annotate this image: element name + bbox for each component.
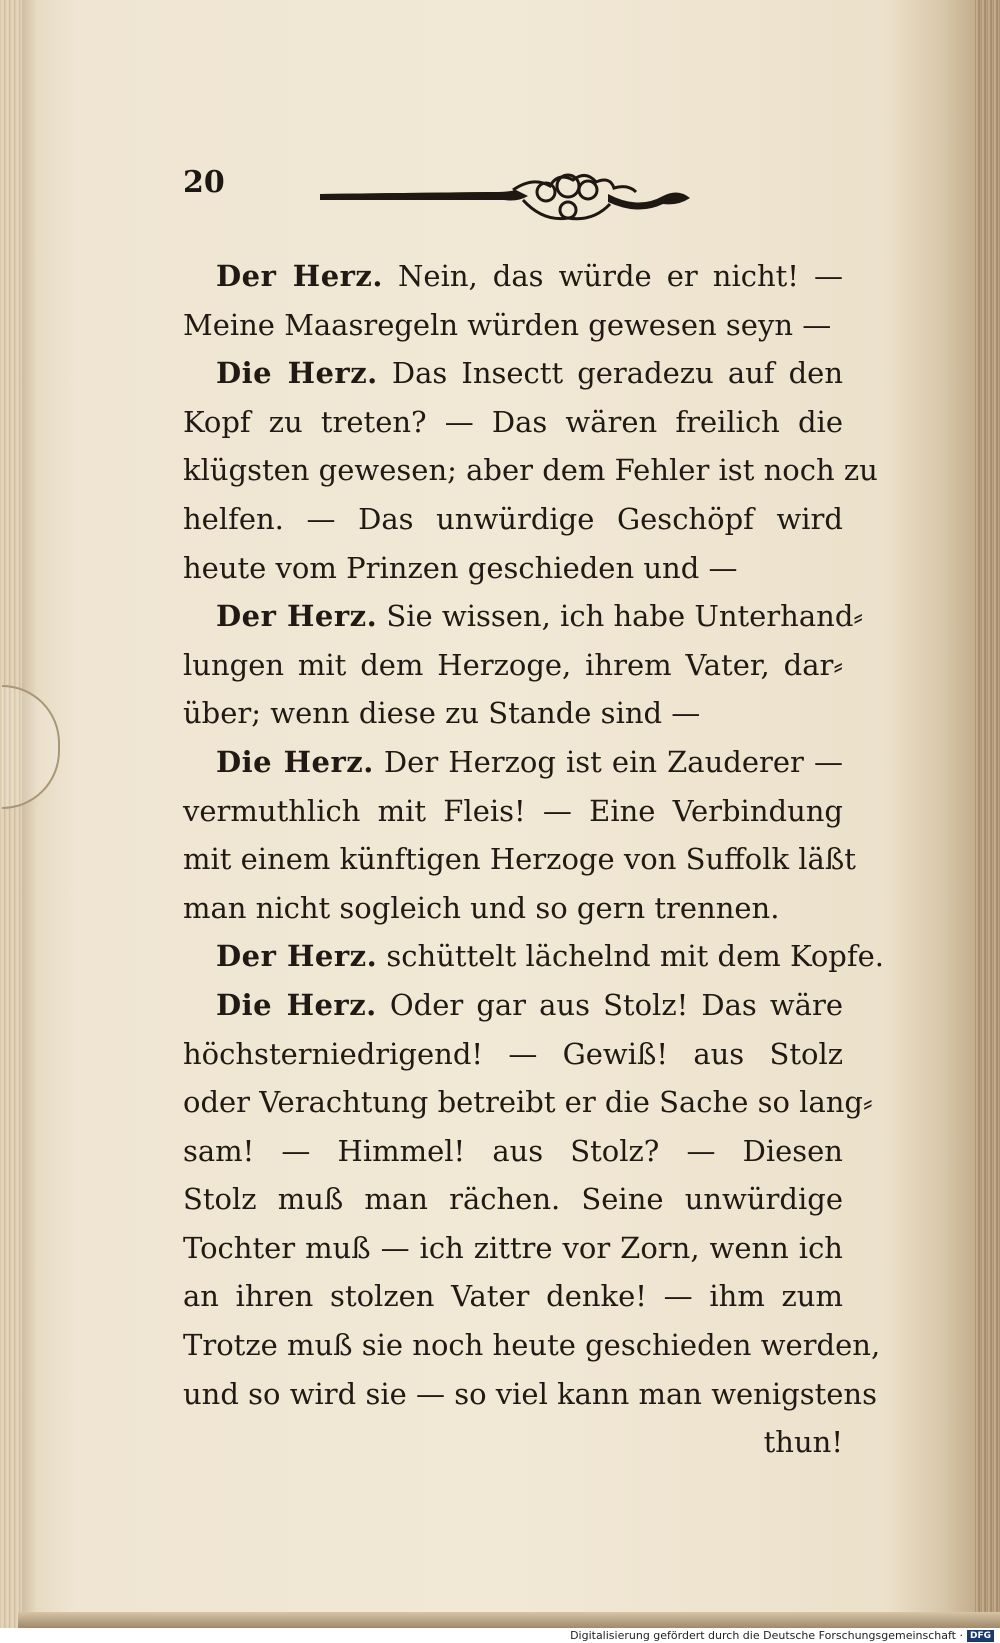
line-text: Nein, das würde er nicht! — [398,259,844,293]
page-number: 20 [183,165,225,200]
text-line [183,1224,843,1273]
speaker-label: Die Herz. [216,987,377,1022]
digitization-credit [0,1628,1000,1643]
catchword: thun! [763,1425,843,1460]
line-text: mit einem künftigen Herzoge von Suffolk läßt [183,842,856,877]
line-text: Trotze muß sie noch heute geschieden werden, [183,1328,881,1363]
text-line [183,398,843,447]
line-text: sam! — Himmel! aus Stolz? — Diesen [183,1133,843,1168]
text-line [183,738,843,787]
speaker-label: Der Herz. [216,939,378,974]
text-line [183,495,843,544]
text-line [183,932,884,981]
line-text: höchsterniedrigend! — Gewiß! aus Stolz [183,1036,843,1071]
speaker-label: Der Herz. [216,599,378,634]
line-text: und so wird sie — so viel kann man wenigstens [183,1376,877,1411]
credit-text: Digitalisierung gefördert durch die Deutsche Forschungsgemeinschaft · [570,1629,963,1642]
text-line [183,544,843,593]
line-text: lungen mit dem Herzoge, ihrem Vater, dar⸗ [183,647,843,682]
speaker-label: Die Herz. [216,356,378,391]
body-text [183,252,884,1467]
line-text: vermuthlich mit Fleis! — Eine Verbindung [183,793,843,828]
text-line [183,252,843,301]
line-text: klügsten gewesen; aber dem Fehler ist noch zu [183,453,878,488]
text-line [183,1127,843,1176]
left-page-edge [0,0,22,1628]
text-line [183,641,843,690]
text-line [183,884,843,933]
text-line [183,835,856,884]
text-line [183,787,843,836]
line-text: Das Insectt geradezu auf den [391,356,844,391]
line-text: Sie wissen, ich habe Unterhand⸗ [386,599,864,634]
speaker-label: Der Herz. [216,259,383,293]
right-page-edge [975,0,1000,1628]
line-text: Der Herzog ist ein Zauderer — [383,744,843,779]
line-text: Kopf zu treten? — Das wären freilich die [183,404,843,439]
text-line [183,689,843,738]
line-text: an ihren stolzen Vater denke! — ihm zum [183,1279,843,1314]
line-text: Stolz muß man rächen. Seine unwürdige [183,1182,843,1217]
ornament-vignette [318,166,693,232]
line-text: schüttelt lächelnd mit dem Kopfe. [386,939,884,974]
line-text: man nicht sogleich und so gern trennen. [183,890,780,925]
text-line [183,592,864,641]
line-text: Tochter muß — ich zittre vor Zorn, wenn ich [183,1230,843,1265]
line-text: helfen. — Das unwürdige Geschöpf wird [183,501,843,536]
dfg-logo: DFG [967,1630,994,1642]
bottom-page-edge [18,1612,1000,1628]
text-line [183,446,878,495]
text-line [183,1370,877,1419]
text-line [183,349,843,398]
text-line [183,301,843,350]
speaker-label: Die Herz. [216,744,374,779]
text-line [183,1030,843,1079]
text-line [183,981,843,1030]
line-text: über; wenn diese zu Stande sind — [183,696,701,731]
line-text: Meine Maasregeln würden gewesen seyn — [183,307,832,342]
line-text: Oder gar aus Stolz! Das wäre [389,987,843,1022]
text-line [183,1078,873,1127]
text-line [183,1321,881,1370]
line-text: heute vom Prinzen geschieden und — [183,550,738,585]
text-line [183,1175,843,1224]
line-text: oder Verachtung betreibt er die Sache so lang⸗ [183,1085,873,1120]
text-line [183,1272,843,1321]
